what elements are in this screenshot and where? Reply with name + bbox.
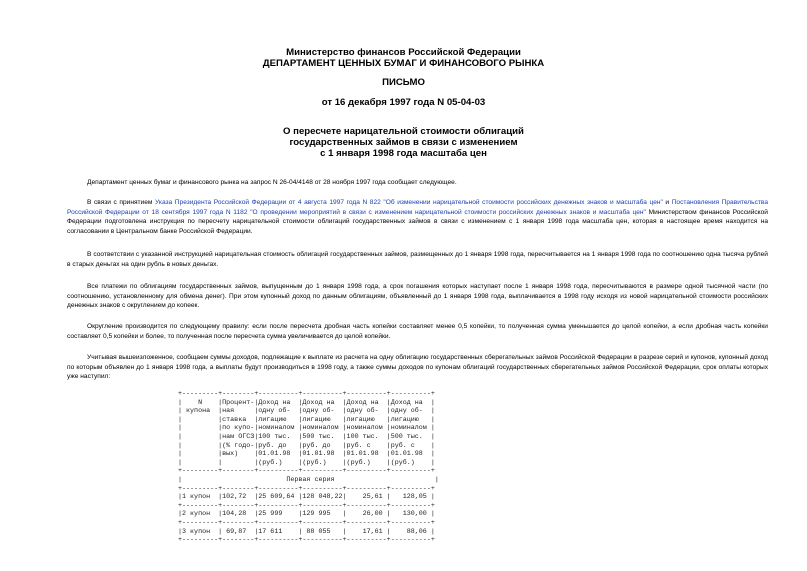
document-title <box>0 126 807 159</box>
paragraph-payments <box>67 282 768 311</box>
paragraph-legal-basis-mid: и <box>662 199 672 206</box>
coupon-income-table: +---------+--------+----------+----------+----------+----------+ | N |Процент-|Доход на |Доход на |Доход на |Доход на | | купона |ная |одну об- |одну об- |одну об- |одну об- | | |ставка |лигацию |лигацию |лигацию |лигацию | | |по купо-|номиналом |номиналом |номиналом |номиналом | | |нам ОГСЗ|100 тыс. |500 тыс. |100 тыс. |500 тыс. | | |(% годо-|руб. до |руб. до |руб. с |руб. с | | |вых) |01.01.98 |01.01.98 |01.01.98 |01.01.98 | | | |(руб.) |(руб.) |(руб.) |(руб.) | +---------+--------+----------+----------+----------+----------+ | Первая серия | +---------+--------+----------+----------+----------+----------+ |1 купон |102,72 |25 609,64 |128 048,22| 25,61 | 128,05 | +---------+--------+----------+----------+----------+----------+ |2 купон |104,28 |25 999 |129 995 | 26,00 | 130,00 | +---------+--------+----------+----------+----------+----------+ |3 купон | 69,87 |17 611 | 88 055 | 17,61 | 88,06 | +---------+--------+----------+----------+----------+----------+ <box>178 390 439 545</box>
resolution-link[interactable]: Постановления Правительства Российской Федерации от 18 сентября 1997 года N 1182 "О проведении мероприятий в связи с изменением нарицательной стоимости российских денежных знаков и масштаба цен" <box>67 199 768 216</box>
title-line-2: государственных займов в связи с изменением <box>289 137 518 148</box>
paragraph-intro-text: Департамент ценных бумаг и финансового рынка на запрос N 26-04/4148 от 28 ноября 1997 года сообщает следующее. <box>87 179 457 186</box>
document-type: ПИСЬМО <box>382 77 425 88</box>
paragraph-recalculation <box>67 250 768 269</box>
title-line-3: с 1 января 1998 года масштаба цен <box>320 148 487 159</box>
paragraph-legal-basis <box>67 198 768 236</box>
document-date-number: от 16 декабря 1997 года N 05-04-03 <box>321 97 486 108</box>
paragraph-intro <box>67 178 768 188</box>
department-name: ДЕПАРТАМЕНТ ЦЕННЫХ БУМАГ И ФИНАНСОВОГО РЫНКА <box>262 58 545 69</box>
paragraph-income-summary-text: Учитывая вышеизложенное, сообщаем суммы доходов, подлежащие к выплате из расчета на одну облигацию государственных сберегательных займов Российской Федерации в разрезе серий и купонов, купонный доход по которым объявлен до 1 января 1998 года, а выплаты будут производиться в 1998 году, а также суммы доходов по купонам облигаций государственных сберегательных займов Российской Федерации, срок оплаты которых уже наступил: <box>67 354 768 381</box>
title-line-1: О пересчете нарицательной стоимости облигаций <box>283 126 524 137</box>
paragraph-payments-text: Все платежи по облигациям государственных займов, выпущенным до 1 января 1998 года, а срок погашения которых наступает после 1 января 1998 года, пересчитываются в размере одной тысячной части (по соотношению, установленному для обмена денег). При этом купонный доход по данным облигациям, объявленный до 1 января 1998 года, выплачивается в 1998 году исходя из новой нарицательной стоимости российских денежных знаков с округлением до копеек. <box>67 283 768 310</box>
decree-link[interactable]: Указа Президента Российской Федерации от 4 августа 1997 года N 822 "Об изменении нарицательной стоимости российских денежных знаков и масштаба цен" <box>155 199 663 206</box>
paragraph-legal-basis-end: Министерством финансов Российской Федерации подготовлена инструкция по пересчету нарицательной стоимости облигаций государственных займов в связи с изменением с 1 января 1998 года масштаба цен, которая в настоящее время находится на согласовании в Центральном банке Российской Федерации. <box>67 208 768 235</box>
paragraph-income-summary <box>67 353 768 382</box>
paragraph-rounding <box>67 322 768 341</box>
ministry-name: Министерство финансов Российской Федерации <box>286 47 521 58</box>
paragraph-rounding-text: Округление производится по следующему правилу: если после пересчета дробная часть копейки составляет менее 0,5 копейки, то полученная сумма уменьшается до целой копейки, а если дробная часть копейки составляет 0,5 копейки и более, то полученная после пересчета сумма увеличивается до целой копейки. <box>67 323 768 340</box>
paragraph-legal-basis-start: В связи с принятием <box>87 199 156 206</box>
paragraph-recalculation-text: В соответствии с указанной инструкцией нарицательная стоимость облигаций государственных займов, размещенных до 1 января 1998 года, пересчитывается на 1 января 1998 года по соотношению одна тысяча рублей в старых деньгах на один рубль в новых деньгах. <box>67 251 768 268</box>
